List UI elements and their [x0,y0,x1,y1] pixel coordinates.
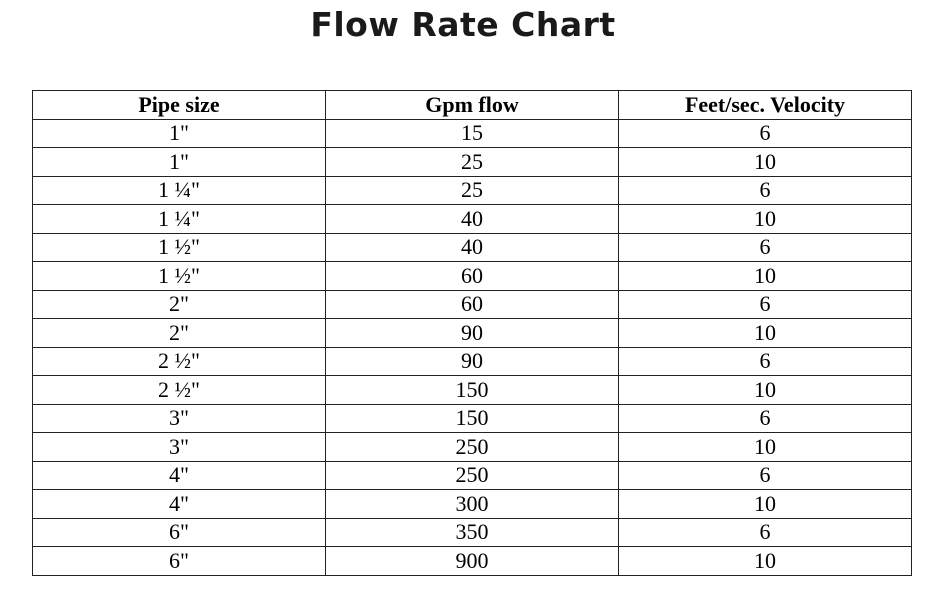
gpm-flow-cell: 150 [326,404,619,433]
table-row [33,518,912,547]
table-row [33,233,912,262]
gpm-flow-cell: 150 [326,376,619,405]
velocity-cell: 6 [619,119,912,148]
gpm-flow-cell: 60 [326,290,619,319]
pipe-size-cell: 4" [33,461,326,490]
pipe-size-cell: 2 ½" [33,376,326,405]
velocity-cell: 10 [619,433,912,462]
header-velocity: Feet/sec. Velocity [619,91,912,120]
gpm-flow-cell: 40 [326,233,619,262]
header-gpm-flow: Gpm flow [326,91,619,120]
table-row [33,119,912,148]
velocity-cell: 6 [619,290,912,319]
velocity-cell: 10 [619,262,912,291]
velocity-cell: 6 [619,347,912,376]
gpm-flow-cell: 40 [326,205,619,234]
table-row [33,319,912,348]
gpm-flow-cell: 15 [326,119,619,148]
pipe-size-cell: 3" [33,433,326,462]
pipe-size-cell: 1 ¼" [33,205,326,234]
gpm-flow-cell: 25 [326,176,619,205]
velocity-cell: 10 [619,319,912,348]
gpm-flow-cell: 250 [326,433,619,462]
velocity-cell: 10 [619,490,912,519]
table-row [33,290,912,319]
table-row [33,176,912,205]
velocity-cell: 10 [619,148,912,177]
velocity-cell: 10 [619,376,912,405]
table-row [33,547,912,576]
table-row [33,262,912,291]
pipe-size-cell: 6" [33,547,326,576]
header-row [33,91,912,120]
velocity-cell: 10 [619,547,912,576]
velocity-cell: 6 [619,176,912,205]
velocity-cell: 10 [619,205,912,234]
velocity-cell: 6 [619,518,912,547]
table-row [33,490,912,519]
pipe-size-cell: 1 ½" [33,262,326,291]
velocity-cell: 6 [619,461,912,490]
pipe-size-cell: 1 ¼" [33,176,326,205]
table-row [33,433,912,462]
gpm-flow-cell: 25 [326,148,619,177]
page-title: Flow Rate Chart [310,5,616,44]
gpm-flow-cell: 90 [326,347,619,376]
table-row [33,404,912,433]
pipe-size-cell: 2 ½" [33,347,326,376]
gpm-flow-cell: 250 [326,461,619,490]
table-row [33,148,912,177]
flow-rate-table [32,90,912,576]
gpm-flow-cell: 90 [326,319,619,348]
table-header [33,91,912,120]
velocity-cell: 6 [619,404,912,433]
gpm-flow-cell: 60 [326,262,619,291]
gpm-flow-cell: 350 [326,518,619,547]
table-body [33,119,912,575]
gpm-flow-cell: 900 [326,547,619,576]
table-row [33,376,912,405]
velocity-cell: 6 [619,233,912,262]
pipe-size-cell: 2" [33,319,326,348]
pipe-size-cell: 2" [33,290,326,319]
header-pipe-size: Pipe size [33,91,326,120]
table-row [33,461,912,490]
pipe-size-cell: 1" [33,148,326,177]
pipe-size-cell: 3" [33,404,326,433]
table-row [33,205,912,234]
pipe-size-cell: 4" [33,490,326,519]
pipe-size-cell: 6" [33,518,326,547]
table-row [33,347,912,376]
pipe-size-cell: 1 ½" [33,233,326,262]
gpm-flow-cell: 300 [326,490,619,519]
pipe-size-cell: 1" [33,119,326,148]
